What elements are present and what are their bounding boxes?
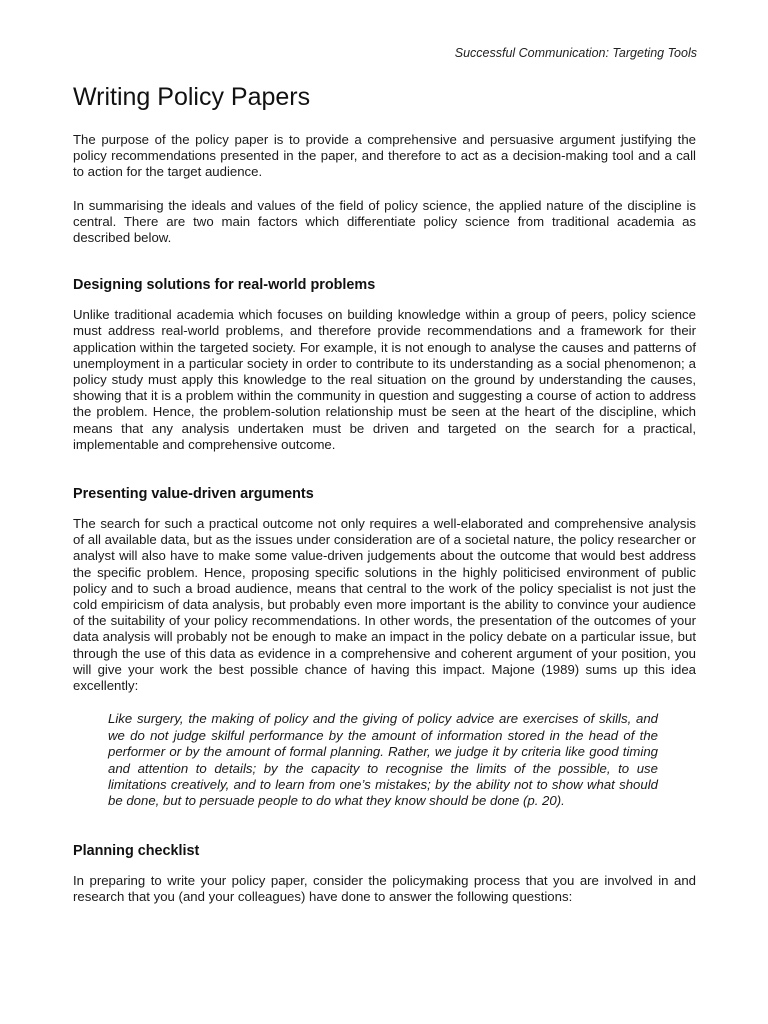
section-heading-value-driven-arguments: Presenting value-driven arguments <box>73 486 314 503</box>
document-title: Writing Policy Papers <box>73 83 311 111</box>
running-header: Successful Communication: Targeting Tools <box>454 46 697 60</box>
majone-quote: Like surgery, the making of policy and the giving of policy advice are exercises of skills, and we do not judge skilful performance by the amount of information stored in the head of the performer or by the amount of formal planning. Rather, we judge it by criteria like good timing and attention to details; by the capacity to recognise the limits of the possible, to use limitations creatively, and to learn from one’s mistakes; by the ability not to show what should be done, but to persuade people to do what they know should be done (p. 20). <box>108 711 658 809</box>
section-paragraph-value-driven-arguments: The search for such a practical outcome not only requires a well-elaborated and comprehensive analysis of all available data, but as the issues under consideration are of a societal nature, the policy researcher or analyst will also have to make some value-driven judgements about the outcome that would best address the specific problem. Hence, proposing specific solutions in the highly politicised environment of public policy and to such a broad audience, means that central to the work of the policy specialist is not just the cold empiricism of data analysis, but probably even more important is the ability to convince your audience of the suitability of your policy recommendations. In other words, the presentation of the outcomes of your data analysis will probably not be enough to make an impact in the policy debate on a particular issue, but through the use of this data as evidence in a comprehensive and coherent argument of your position, you will give your work the best possible chance of having this impact. Majone (1989) sums up this idea excellently: <box>73 516 696 694</box>
intro-paragraph-summary: In summarising the ideals and values of the field of policy science, the applied nature of the discipline is central. There are two main factors which differentiate policy science from traditional academia as described below. <box>73 197 696 246</box>
section-paragraph-designing-solutions: Unlike traditional academia which focuses on building knowledge within a group of peers, policy science must address real-world problems, and therefore provide recommendations and a framework for their application within the targeted society. For example, it is not enough to analyse the causes and patterns of unemployment in a particular society in order to contribute to its understanding as a social phenomenon; a policy study must apply this knowledge to the real situation on the ground by understanding the causes, showing that it is a problem within the community in question and suggesting a course of action to address the problem. Hence, the problem-solution relationship must be seen at the heart of the discipline, which means that any analysis undertaken must be driven and targeted on the search for a practical, implementable and comprehensive outcome. <box>73 307 696 452</box>
document-body <box>73 82 696 922</box>
intro-paragraph-purpose: The purpose of the policy paper is to provide a comprehensive and persuasive argument justifying the policy recommendations presented in the paper, and therefore to act as a decision-making tool and a call to action for the target audience. <box>73 132 696 180</box>
section-heading-planning-checklist: Planning checklist <box>73 842 200 859</box>
section-heading-designing-solutions: Designing solutions for real-world problems <box>73 277 376 294</box>
section-paragraph-planning-checklist: In preparing to write your policy paper, consider the policymaking process that you are involved in and research that you (and your colleagues) have done to answer the following questions: <box>73 872 696 904</box>
